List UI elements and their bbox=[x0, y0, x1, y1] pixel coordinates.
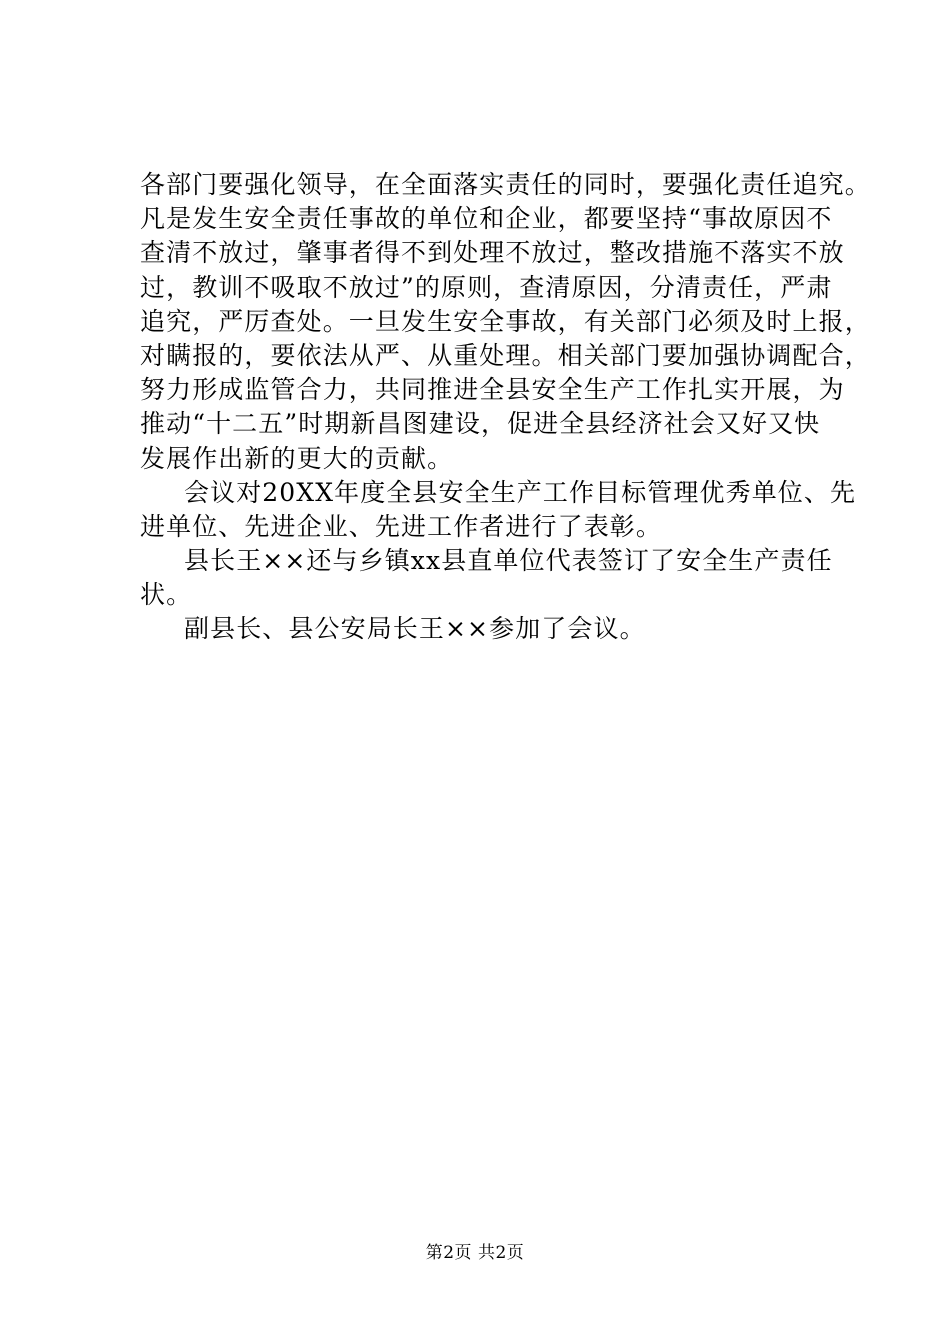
paragraph-3-line-1: 县长王××还与乡镇xx县直单位代表签订了安全生产责任 bbox=[184, 546, 833, 576]
paragraph-1-line-5: 追究，严厉查处。一旦发生安全事故，有关部门必须及时上报， bbox=[140, 306, 871, 336]
paragraph-1-line-9: 发展作出新的更大的贡献。 bbox=[140, 443, 454, 473]
paragraph-1-line-1: 各部门要强化领导，在全面落实责任的同时，要强化责任追究。 bbox=[140, 170, 871, 199]
page-footer bbox=[0, 1242, 950, 1264]
paragraph-1-line-4: 过，教训不吸取不放过”的原则，查清原因，分清责任，严肃 bbox=[140, 272, 833, 302]
paragraph-2-line-1: 会议对20XX年度全县安全生产工作目标管理优秀单位、先 bbox=[184, 477, 857, 507]
paragraph-1-line-2: 凡是发生安全责任事故的单位和企业，都要坚持“事故原因不 bbox=[140, 204, 833, 234]
document-body bbox=[140, 168, 871, 647]
paragraph-1-line-3: 查清不放过，肇事者得不到处理不放过，整改措施不落实不放 bbox=[140, 238, 845, 268]
paragraph-3-line-2: 状。 bbox=[140, 580, 193, 610]
paragraph-1-line-6: 对瞒报的，要依法从严、从重处理。相关部门要加强协调配合， bbox=[140, 340, 871, 370]
paragraph-1-line-8: 推动“十二五”时期新昌图建设，促进全县经济社会又好又快 bbox=[140, 409, 821, 439]
paragraph-2-line-2: 进单位、先进企业、先进工作者进行了表彰。 bbox=[140, 511, 663, 541]
page-number-indicator: 第2页 共2页 bbox=[425, 1243, 525, 1263]
paragraph-4-line-1: 副县长、县公安局长王××参加了会议。 bbox=[184, 614, 646, 644]
paragraph-1-line-7: 努力形成监管合力，共同推进全县安全生产工作扎实开展，为 bbox=[140, 375, 845, 405]
